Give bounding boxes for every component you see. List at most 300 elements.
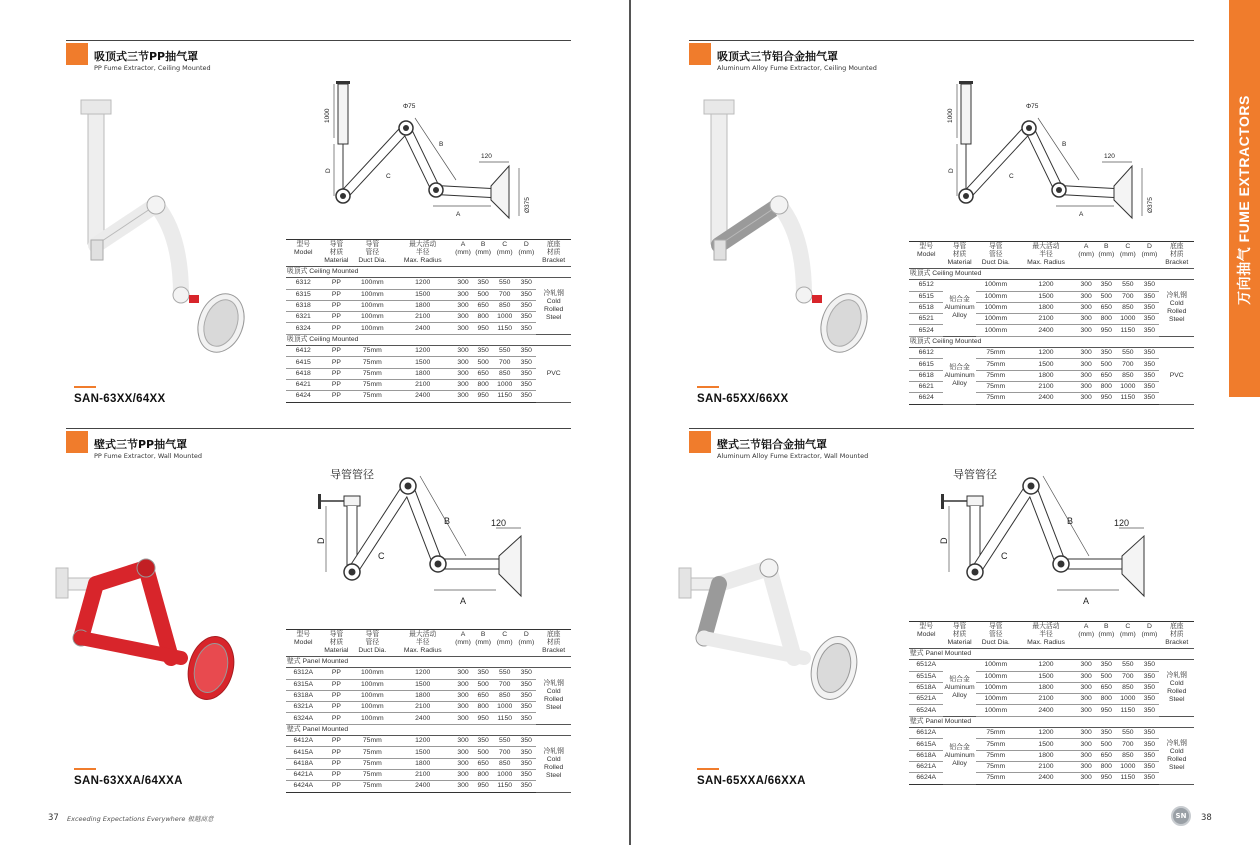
header-line: (mm) [496, 639, 513, 646]
cell-b: 950 [1096, 393, 1116, 404]
group-label: 壁式 Panel Mounted [286, 657, 571, 668]
column-header-a [453, 240, 473, 267]
merged-line: Alloy [952, 312, 967, 320]
merged-line: Cold [1169, 680, 1184, 688]
cell-d: 350 [516, 312, 536, 323]
merged-line: Steel [545, 771, 562, 779]
table-header-row [909, 242, 1194, 269]
table-row [909, 348, 1194, 359]
cell-b: 350 [473, 346, 493, 357]
cell-duct: 75mm [352, 758, 392, 769]
cell-duct: 75mm [352, 736, 392, 747]
header-line: Bracket [1165, 639, 1189, 646]
cell-c: 1000 [1116, 761, 1139, 772]
cell-model: 6424A [286, 781, 321, 792]
cell-radius: 2400 [1016, 325, 1076, 336]
section-title: 壁式三节铝合金抽气罩 [717, 438, 827, 451]
cell-material: PP [321, 391, 353, 402]
header-line: C [502, 241, 508, 248]
header-line: (mm) [518, 249, 535, 256]
cell-a: 300 [453, 713, 473, 724]
group-row [286, 267, 571, 278]
cell-material: PP [321, 668, 353, 679]
header-line: C [502, 631, 508, 638]
header-line: 导管 [988, 243, 1003, 250]
header-line: Model [916, 631, 936, 638]
cell-b: 350 [473, 278, 493, 289]
section-rule [689, 40, 1194, 41]
cell-b: 800 [473, 312, 493, 323]
cell-a: 300 [1076, 761, 1096, 772]
cell-d: 350 [1139, 728, 1159, 739]
cell-b: 500 [1096, 739, 1116, 750]
header-line: (mm) [1098, 631, 1115, 638]
dimension-label: C [1001, 551, 1008, 561]
table-row [909, 728, 1194, 739]
group-label: 吸顶式 Ceiling Mounted [909, 269, 1194, 280]
cell-duct: 100mm [352, 300, 392, 311]
product-section [66, 40, 576, 425]
column-header-a [1076, 242, 1096, 269]
cell-b: 500 [1096, 671, 1116, 682]
cell-model: 6515A [909, 671, 943, 682]
header-line: 导管 [952, 243, 967, 250]
cell-c: 700 [1116, 671, 1139, 682]
merged-line: Aluminum [944, 371, 975, 379]
cell-model: 6621A [909, 761, 943, 772]
header-line: 底座 [1169, 623, 1184, 630]
cell-duct: 100mm [976, 302, 1016, 313]
cell-a: 300 [453, 758, 473, 769]
table-row [286, 702, 571, 713]
cell-b: 500 [473, 747, 493, 758]
merged-line: Steel [1168, 316, 1185, 324]
header-line: 最大活动 [1032, 623, 1060, 630]
header-line: Model [294, 249, 313, 256]
cell-d: 350 [516, 357, 536, 368]
column-header-b [473, 240, 493, 267]
cell-a: 300 [1076, 325, 1096, 336]
cell-c: 550 [1116, 348, 1139, 359]
cell-c: 1000 [493, 312, 516, 323]
cell-radius: 2400 [1016, 705, 1076, 716]
cell-model: 6524 [909, 325, 943, 336]
section-rule [689, 428, 1194, 429]
group-row [909, 269, 1194, 280]
cell-duct: 100mm [352, 323, 392, 334]
cell-radius: 1500 [392, 679, 452, 690]
cell-a: 300 [453, 300, 473, 311]
header-line: 材质 [329, 249, 344, 256]
group-row [909, 649, 1194, 660]
cell-c: 1000 [1116, 381, 1139, 392]
header-line: D [1146, 623, 1152, 630]
header-line: 半径 [1039, 631, 1053, 638]
cell-d: 350 [1139, 694, 1159, 705]
cell-c: 1150 [1116, 325, 1139, 336]
cell-b: 650 [1096, 370, 1116, 381]
cell-model: 6621 [909, 381, 943, 392]
cell-a: 300 [453, 668, 473, 679]
dimension-diagram [316, 464, 526, 618]
cell-model: 6615 [909, 359, 943, 370]
cell-model: 6324A [286, 713, 321, 724]
cell-b: 800 [473, 769, 493, 780]
cell-b: 500 [1096, 359, 1116, 370]
cell-duct: 75mm [976, 381, 1016, 392]
header-line: 半径 [1039, 251, 1053, 258]
column-header-d [1139, 242, 1159, 269]
dimension-label: A [1083, 596, 1090, 606]
cell-model: 6521A [909, 694, 943, 705]
cell-a: 300 [1076, 739, 1096, 750]
cell-duct: 75mm [352, 379, 392, 390]
model-dash [697, 768, 719, 770]
merged-line: Rolled [544, 696, 564, 704]
header-line: B [480, 631, 486, 638]
header-line: (mm) [496, 249, 513, 256]
cell-radius: 1500 [1016, 739, 1076, 750]
cell-duct: 75mm [352, 346, 392, 357]
dimension-label: 导管管径 [330, 469, 374, 481]
cell-a: 300 [453, 379, 473, 390]
cell-c: 1150 [493, 391, 516, 402]
cell-b: 650 [473, 758, 493, 769]
cell-model: 6615A [909, 739, 943, 750]
cell-model: 6624A [909, 773, 943, 784]
cell-d: 350 [1139, 773, 1159, 784]
cell-b: 350 [473, 736, 493, 747]
cell-material: PP [321, 736, 353, 747]
merged-line: Rolled [1167, 308, 1187, 316]
cell-d: 350 [1139, 660, 1159, 671]
merged-line: Rolled [544, 763, 564, 771]
merged-line: Aluminum [944, 684, 975, 692]
cell-d: 350 [1139, 761, 1159, 772]
cell-radius: 2100 [392, 769, 452, 780]
merged-line: Alloy [952, 379, 967, 387]
cell-b: 800 [1096, 381, 1116, 392]
cell-c: 700 [493, 747, 516, 758]
dimension-label: B [439, 141, 444, 148]
dimension-label: Ø375 [1147, 197, 1154, 213]
column-header-material [943, 622, 975, 649]
cell-duct: 75mm [352, 747, 392, 758]
merged-line: Cold [1169, 747, 1184, 755]
cell-b: 800 [473, 379, 493, 390]
merged-line: Steel [1168, 763, 1185, 771]
table-row [286, 758, 571, 769]
header-line: Bracket [542, 647, 566, 654]
cell-c: 850 [493, 758, 516, 769]
group-label: 吸顶式 Ceiling Mounted [286, 334, 571, 345]
header-line: 最大活动 [1032, 243, 1060, 250]
cell-c: 700 [1116, 291, 1139, 302]
header-line: 导管 [329, 631, 344, 638]
merged-line: 冷轧钢 [1166, 739, 1187, 747]
header-line: 最大活动 [409, 241, 437, 248]
side-tab-label: 万向抽气 FUME EXTRACTORS [1236, 95, 1252, 305]
cell-model: 6324 [286, 323, 321, 334]
cell-d: 350 [1139, 750, 1159, 761]
cell-d: 350 [516, 679, 536, 690]
spec-table [286, 629, 571, 793]
model-code: SAN-63XX/64XX [74, 393, 166, 405]
cell-duct: 75mm [352, 391, 392, 402]
column-header-d [516, 630, 536, 657]
cell-a: 300 [1076, 750, 1096, 761]
cell-material: PP [321, 278, 353, 289]
header-line: 材质 [1169, 631, 1184, 638]
header-line: 型号 [296, 241, 311, 248]
header-line: (mm) [1119, 631, 1136, 638]
cell-model: 6412 [286, 346, 321, 357]
header-line: Material [947, 259, 972, 266]
cell-d: 350 [516, 391, 536, 402]
section-marker [66, 431, 88, 453]
cell-a: 300 [453, 679, 473, 690]
merged-line: Rolled [1167, 755, 1187, 763]
table-row [286, 278, 571, 289]
cell-a: 300 [453, 781, 473, 792]
column-header-bracket [1159, 622, 1194, 649]
cell-material [943, 280, 975, 336]
cell-radius: 2400 [392, 713, 452, 724]
column-header-model [909, 622, 943, 649]
cell-a: 300 [1076, 682, 1096, 693]
cell-d: 350 [1139, 393, 1159, 404]
table-row [286, 769, 571, 780]
cell-material: PP [321, 769, 353, 780]
header-line: Max. Radius [1027, 259, 1065, 266]
column-header-radius [1016, 622, 1076, 649]
company-logo: SN [1171, 806, 1191, 826]
merged-line: 铝合金 [949, 743, 970, 751]
cell-radius: 1800 [1016, 370, 1076, 381]
dimension-diagram [939, 464, 1149, 618]
cell-duct: 100mm [976, 694, 1016, 705]
cell-model: 6421A [286, 769, 321, 780]
table-row [909, 280, 1194, 291]
header-line: Material [324, 257, 349, 264]
cell-bracket [1159, 348, 1194, 404]
cell-b: 650 [1096, 750, 1116, 761]
cell-radius: 2400 [392, 391, 452, 402]
table-header-row [286, 240, 571, 267]
group-label: 吸顶式 Ceiling Mounted [909, 336, 1194, 347]
cell-model: 6618A [909, 750, 943, 761]
dimension-label: B [1067, 516, 1074, 526]
cell-d: 350 [1139, 348, 1159, 359]
cell-c: 700 [493, 289, 516, 300]
cell-b: 350 [1096, 280, 1116, 291]
table-row [909, 660, 1194, 671]
section-subtitle: Aluminum Alloy Fume Extractor, Wall Mounted [717, 452, 869, 460]
table-row [286, 736, 571, 747]
cell-c: 1000 [493, 769, 516, 780]
cell-model: 6315 [286, 289, 321, 300]
cell-model: 6312 [286, 278, 321, 289]
header-line: 型号 [296, 631, 311, 638]
cell-material: PP [321, 758, 353, 769]
dimension-label: 1000 [324, 108, 331, 123]
column-header-duct [976, 622, 1016, 649]
merged-line: 冷轧钢 [543, 290, 564, 298]
cell-radius: 2100 [392, 702, 452, 713]
cell-duct: 100mm [976, 660, 1016, 671]
cell-radius: 1500 [1016, 291, 1076, 302]
table-header-row [286, 630, 571, 657]
section-title: 吸顶式三节铝合金抽气罩 [717, 50, 838, 63]
cell-radius: 1200 [392, 736, 452, 747]
dimension-label: C [386, 173, 391, 180]
cell-material: PP [321, 312, 353, 323]
model-dash [697, 386, 719, 388]
section-subtitle: PP Fume Extractor, Wall Mounted [94, 452, 203, 460]
header-line: 材质 [1169, 251, 1184, 258]
merged-line: Cold [546, 755, 561, 763]
cell-radius: 1200 [1016, 348, 1076, 359]
cell-duct: 75mm [976, 728, 1016, 739]
cell-radius: 1500 [1016, 359, 1076, 370]
cell-c: 1150 [1116, 705, 1139, 716]
cell-model: 6315A [286, 679, 321, 690]
column-header-b [473, 630, 493, 657]
cell-d: 350 [516, 346, 536, 357]
cell-material: PP [321, 323, 353, 334]
cell-a: 300 [453, 736, 473, 747]
dimension-label: 导管管径 [953, 469, 997, 481]
cell-duct: 75mm [976, 750, 1016, 761]
cell-model: 6424 [286, 391, 321, 402]
header-line: Bracket [1165, 259, 1189, 266]
cell-duct: 75mm [352, 368, 392, 379]
dimension-label: 1000 [947, 108, 954, 123]
merged-line: Cold [1169, 300, 1184, 308]
cell-d: 350 [1139, 705, 1159, 716]
cell-duct: 100mm [352, 278, 392, 289]
dimension-label: D [939, 537, 949, 544]
cell-d: 350 [516, 668, 536, 679]
cell-d: 350 [516, 379, 536, 390]
cell-a: 300 [453, 323, 473, 334]
table-row [286, 323, 571, 334]
header-line: 材质 [952, 631, 967, 638]
cell-a: 300 [1076, 302, 1096, 313]
column-header-c [493, 240, 516, 267]
cell-c: 550 [1116, 280, 1139, 291]
cell-d: 350 [1139, 671, 1159, 682]
cell-d: 350 [1139, 370, 1159, 381]
cell-material: PP [321, 690, 353, 701]
cell-model: 6624 [909, 393, 943, 404]
product-photo [684, 95, 894, 399]
column-header-c [1116, 622, 1139, 649]
cell-b: 950 [1096, 325, 1116, 336]
group-row [909, 716, 1194, 727]
cell-radius: 1500 [392, 747, 452, 758]
cell-a: 300 [1076, 728, 1096, 739]
spec-table [909, 621, 1194, 785]
cell-c: 1000 [1116, 314, 1139, 325]
column-header-model [909, 242, 943, 269]
model-code: SAN-65XXA/66XXA [697, 775, 806, 787]
cell-model: 6618 [909, 370, 943, 381]
cell-radius: 2100 [392, 379, 452, 390]
cell-radius: 2400 [1016, 773, 1076, 784]
table-row [286, 300, 571, 311]
cell-duct: 100mm [976, 705, 1016, 716]
section-title: 壁式三节PP抽气罩 [94, 438, 188, 451]
column-header-bracket [1159, 242, 1194, 269]
cell-model: 6418A [286, 758, 321, 769]
cell-radius: 1800 [392, 368, 452, 379]
column-header-radius [1016, 242, 1076, 269]
header-line: 管径 [988, 251, 1003, 258]
cell-duct: 75mm [976, 773, 1016, 784]
table-row [286, 357, 571, 368]
cell-c: 1150 [493, 323, 516, 334]
cell-model: 6321 [286, 312, 321, 323]
cell-radius: 1800 [392, 758, 452, 769]
cell-b: 800 [1096, 314, 1116, 325]
dimension-diagram [324, 78, 541, 232]
header-line: (mm) [1141, 251, 1158, 258]
column-header-c [493, 630, 516, 657]
cell-a: 300 [1076, 370, 1096, 381]
header-line: 导管 [952, 623, 967, 630]
column-header-duct [352, 630, 392, 657]
cell-c: 1150 [1116, 393, 1139, 404]
cell-radius: 2400 [1016, 393, 1076, 404]
header-line: D [1146, 243, 1152, 250]
section-subtitle: Aluminum Alloy Fume Extractor, Ceiling Mounted [717, 64, 877, 72]
model-dash [74, 768, 96, 770]
cell-b: 350 [1096, 728, 1116, 739]
section-marker [689, 431, 711, 453]
header-line: B [1104, 623, 1109, 630]
page-number-right: 38 [1201, 813, 1212, 823]
header-line: 管径 [988, 631, 1003, 638]
cell-model: 6321A [286, 702, 321, 713]
cell-duct: 75mm [352, 781, 392, 792]
cell-duct: 100mm [976, 671, 1016, 682]
cell-material [943, 660, 975, 716]
cell-bracket [536, 736, 571, 792]
cell-duct: 100mm [976, 325, 1016, 336]
header-line: Bracket [542, 257, 566, 264]
cell-radius: 1800 [1016, 750, 1076, 761]
cell-material: PP [321, 300, 353, 311]
cell-duct: 75mm [352, 769, 392, 780]
header-line: Material [947, 639, 972, 646]
cell-a: 300 [453, 278, 473, 289]
cell-b: 500 [1096, 291, 1116, 302]
header-line: Max. Radius [1027, 639, 1065, 646]
cell-b: 950 [1096, 705, 1116, 716]
product-section [689, 40, 1199, 425]
header-line: 材质 [329, 639, 344, 646]
cell-d: 350 [516, 300, 536, 311]
cell-bracket [536, 278, 571, 334]
table-row [286, 747, 571, 758]
cell-bracket [1159, 280, 1194, 336]
cell-a: 300 [453, 769, 473, 780]
merged-line: Aluminum [944, 751, 975, 759]
cell-duct: 75mm [352, 357, 392, 368]
column-header-b [1096, 242, 1116, 269]
header-line: (mm) [1141, 631, 1158, 638]
